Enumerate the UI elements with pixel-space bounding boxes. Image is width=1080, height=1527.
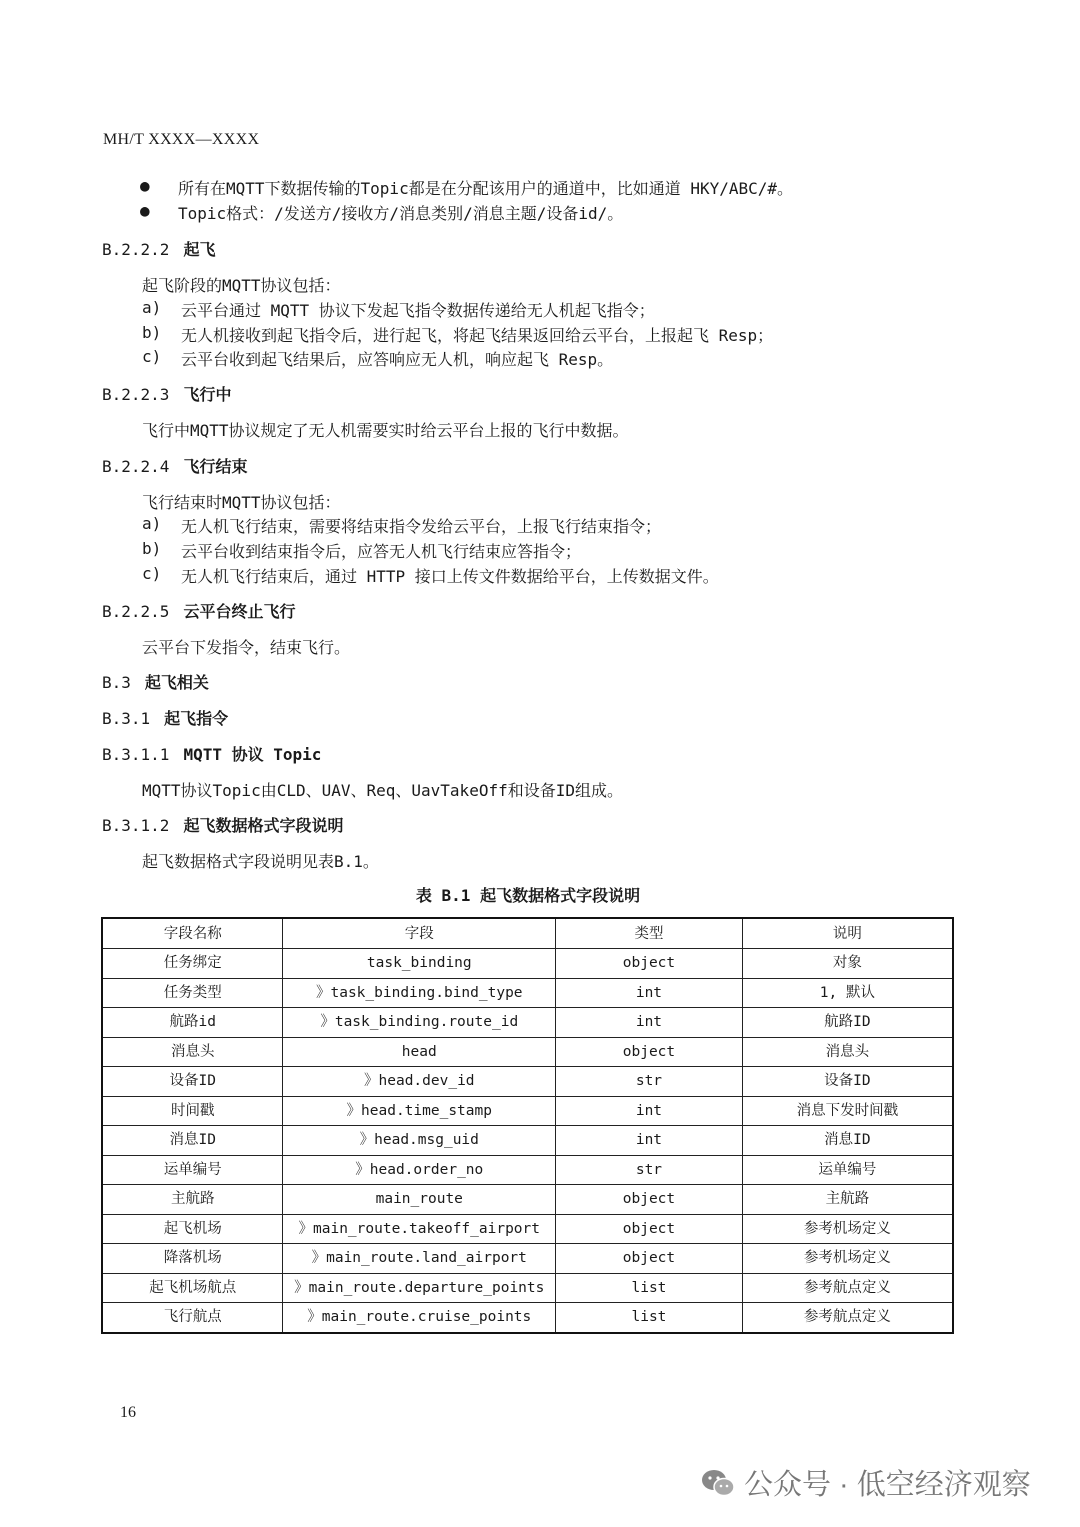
- section-title: 起飞相关: [144, 673, 209, 692]
- section-title: 飞行中: [183, 385, 232, 404]
- table-row: [102, 1214, 953, 1244]
- section-heading: [102, 742, 321, 765]
- section-number: B.3.1.2: [102, 816, 170, 835]
- bullet-dot-icon: ●: [140, 201, 150, 220]
- table-row: [102, 1096, 953, 1126]
- table-row: [102, 949, 953, 979]
- table-cell: 》main_route.land_airport: [283, 1244, 556, 1274]
- column-header: 字段: [283, 918, 556, 949]
- table-title: 表 B.1 起飞数据格式字段说明: [415, 886, 641, 905]
- bullet-item: Topic格式：/发送方/接收方/消息类别/消息主题/设备id/。: [178, 204, 624, 223]
- table-cell: 主航路: [742, 1185, 953, 1215]
- page-number: 16: [120, 1404, 136, 1421]
- table-cell: str: [556, 1155, 743, 1185]
- list-item: 无人机飞行结束后，通过 HTTP 接口上传文件数据给平台，上传数据文件。: [181, 567, 719, 586]
- section-number: B.3.1: [102, 709, 151, 728]
- table-row: [102, 1126, 953, 1156]
- table-cell: 对象: [742, 949, 953, 979]
- list-item: 无人机接收到起飞指令后，进行起飞，将起飞结果返回给云平台，上报起飞 Resp；: [181, 326, 774, 345]
- table-cell: 参考机场定义: [742, 1214, 953, 1244]
- table-cell: 任务类型: [102, 978, 283, 1008]
- column-header: 说明: [742, 918, 953, 949]
- table-cell: 》head.order_no: [283, 1155, 556, 1185]
- table-cell: int: [556, 1126, 743, 1156]
- table-row: [102, 1155, 953, 1185]
- table-cell: 降落机场: [102, 1244, 283, 1274]
- table-cell: 消息头: [102, 1037, 283, 1067]
- table-cell: 消息ID: [742, 1126, 953, 1156]
- table-cell: 参考航点定义: [742, 1273, 953, 1303]
- table-row: [102, 1185, 953, 1215]
- paragraph: 飞行结束时MQTT协议包括：: [142, 493, 341, 512]
- table-cell: list: [556, 1303, 743, 1333]
- table-cell: int: [556, 1008, 743, 1038]
- table-cell: 》main_route.cruise_points: [283, 1303, 556, 1333]
- table-cell: 消息下发时间戳: [742, 1096, 953, 1126]
- table-cell: 运单编号: [102, 1155, 283, 1185]
- table-cell: main_route: [283, 1185, 556, 1215]
- table-cell: 》task_binding.bind_type: [283, 978, 556, 1008]
- section-number: B.2.2.3: [102, 385, 170, 404]
- table-cell: 消息ID: [102, 1126, 283, 1156]
- table-cell: 》head.dev_id: [283, 1067, 556, 1097]
- table-row: [102, 1273, 953, 1303]
- section-heading: [102, 599, 295, 622]
- table-row: [102, 1008, 953, 1038]
- table-cell: 任务绑定: [102, 949, 283, 979]
- section-number: B.2.2.5: [102, 602, 170, 621]
- table-cell: list: [556, 1273, 743, 1303]
- section-heading: [102, 382, 231, 405]
- list-item: 云平台通过 MQTT 协议下发起飞指令数据传递给无人机起飞指令；: [181, 301, 655, 320]
- table-cell: str: [556, 1067, 743, 1097]
- paragraph: 起飞阶段的MQTT协议包括：: [142, 276, 341, 295]
- paragraph: MQTT协议Topic由CLD、UAV、Req、UavTakeOff和设备ID组成。: [142, 781, 623, 800]
- section-heading: [102, 670, 209, 693]
- list-item: 云平台收到结束指令后，应答无人机飞行结束应答指令；: [181, 542, 582, 561]
- wechat-icon: [700, 1468, 736, 1498]
- table-cell: head: [283, 1037, 556, 1067]
- table-cell: 》main_route.takeoff_airport: [283, 1214, 556, 1244]
- field-table: [101, 917, 954, 1334]
- table-cell: 消息头: [742, 1037, 953, 1067]
- list-marker: b): [142, 323, 162, 342]
- list-item: 无人机飞行结束，需要将结束指令发给云平台，上报飞行结束指令；: [181, 517, 662, 536]
- section-title: 起飞数据格式字段说明: [183, 816, 344, 835]
- section-title: MQTT 协议 Topic: [183, 745, 322, 764]
- bullet-item: 所有在MQTT下数据传输的Topic都是在分配该用户的通道中，比如通道 HKY/ABC/#。: [178, 179, 794, 198]
- table-cell: 航路ID: [742, 1008, 953, 1038]
- table-cell: int: [556, 1096, 743, 1126]
- table-cell: 航路id: [102, 1008, 283, 1038]
- section-title: 飞行结束: [183, 457, 248, 476]
- section-number: B.3.1.1: [102, 745, 170, 764]
- section-number: B.3: [102, 673, 131, 692]
- table-cell: 设备ID: [102, 1067, 283, 1097]
- table-row: [102, 978, 953, 1008]
- table-cell: 主航路: [102, 1185, 283, 1215]
- watermark: [700, 1462, 1031, 1503]
- paragraph: 飞行中MQTT协议规定了无人机需要实时给云平台上报的飞行中数据。: [142, 421, 629, 440]
- table-cell: object: [556, 1037, 743, 1067]
- table-cell: 运单编号: [742, 1155, 953, 1185]
- table-cell: int: [556, 978, 743, 1008]
- paragraph: 云平台下发指令，结束飞行。: [142, 638, 351, 657]
- table-cell: 飞行航点: [102, 1303, 283, 1333]
- table-cell: 时间戳: [102, 1096, 283, 1126]
- table-cell: 》head.msg_uid: [283, 1126, 556, 1156]
- list-marker: a): [142, 298, 162, 317]
- watermark-text: 公众号 · 低空经济观察: [744, 1469, 1031, 1501]
- table-cell: 1, 默认: [742, 978, 953, 1008]
- table-cell: 起飞机场航点: [102, 1273, 283, 1303]
- table-cell: 设备ID: [742, 1067, 953, 1097]
- section-heading: [102, 706, 228, 729]
- list-marker: a): [142, 514, 162, 533]
- table-cell: object: [556, 1244, 743, 1274]
- table-row: [102, 1067, 953, 1097]
- table-cell: 》main_route.departure_points: [283, 1273, 556, 1303]
- section-heading: [102, 454, 247, 477]
- list-item: 云平台收到起飞结果后，应答响应无人机，响应起飞 Resp。: [181, 350, 614, 369]
- table-body: [102, 949, 953, 1333]
- table-cell: object: [556, 1185, 743, 1215]
- table-cell: task_binding: [283, 949, 556, 979]
- standard-code: MH/T XXXX—XXXX: [103, 131, 260, 148]
- list-marker: c): [142, 347, 162, 366]
- section-title: 起飞: [183, 240, 216, 259]
- table-cell: 参考机场定义: [742, 1244, 953, 1274]
- table-cell: 》head.time_stamp: [283, 1096, 556, 1126]
- list-marker: c): [142, 564, 162, 583]
- section-number: B.2.2.4: [102, 457, 170, 476]
- table-cell: 》task_binding.route_id: [283, 1008, 556, 1038]
- section-title: 起飞指令: [164, 709, 229, 728]
- paragraph: 起飞数据格式字段说明见表B.1。: [142, 852, 379, 871]
- table-row: [102, 1303, 953, 1333]
- table-cell: 参考航点定义: [742, 1303, 953, 1333]
- column-header: 类型: [556, 918, 743, 949]
- section-title: 云平台终止飞行: [183, 602, 296, 621]
- bullet-dot-icon: ●: [140, 176, 150, 195]
- section-number: B.2.2.2: [102, 240, 170, 259]
- table-row: [102, 1037, 953, 1067]
- column-header: 字段名称: [102, 918, 283, 949]
- table-cell: object: [556, 1214, 743, 1244]
- table-cell: 起飞机场: [102, 1214, 283, 1244]
- section-heading: [102, 237, 215, 260]
- table-cell: object: [556, 949, 743, 979]
- table-header-row: [102, 918, 953, 949]
- table-row: [102, 1244, 953, 1274]
- list-marker: b): [142, 539, 162, 558]
- section-heading: [102, 813, 343, 836]
